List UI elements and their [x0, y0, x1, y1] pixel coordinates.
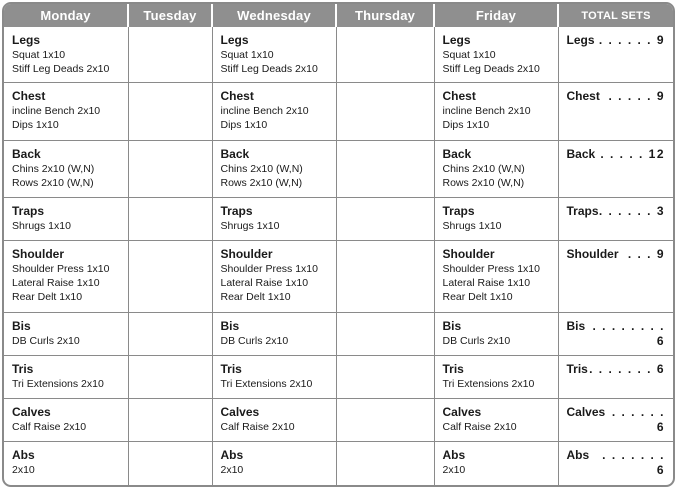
monday-cell	[4, 355, 128, 398]
exercise-item: Rear Delt 1x10	[442, 291, 513, 304]
exercise-item: incline Bench 2x10	[12, 105, 101, 118]
exercise-item: Shrugs 1x10	[12, 220, 71, 233]
exercise-item: Squat 1x10	[220, 49, 274, 61]
wednesday-cell	[212, 241, 336, 313]
header-tuesday: Tuesday	[128, 4, 212, 27]
total-label: Tris	[566, 361, 588, 376]
muscle-group-label: Legs	[220, 33, 249, 47]
exercise-item: Dips 1x10	[220, 119, 268, 132]
friday-cell	[434, 441, 558, 485]
header-wednesday: Wednesday	[212, 4, 336, 27]
exercise-item: Rows 2x10 (W,N)	[12, 176, 94, 189]
monday-cell	[4, 27, 128, 83]
muscle-group-label: Back	[12, 146, 41, 161]
friday-cell	[434, 83, 558, 140]
exercise-item: Calf Raise 2x10	[12, 420, 87, 433]
total-label: Traps	[566, 204, 599, 219]
thursday-cell	[336, 140, 434, 197]
exercise-item: Shrugs 1x10	[442, 220, 502, 233]
tuesday-cell	[128, 398, 212, 441]
exercise-item: Lateral Raise 1x10	[442, 277, 531, 290]
friday-cell	[434, 398, 558, 441]
exercise-item: Lateral Raise 1x10	[12, 277, 100, 290]
exercise-item: Chins 2x10 (W,N)	[12, 162, 95, 175]
muscle-group-label: Calves	[442, 404, 482, 419]
muscle-group-label: Tris	[442, 361, 464, 376]
exercise-item: Dips 1x10	[442, 119, 490, 132]
monday-cell	[4, 198, 128, 241]
table-row	[4, 355, 673, 398]
muscle-group-label: Traps	[12, 204, 45, 219]
muscle-group-label: Shoulder	[220, 247, 273, 262]
exercise-item: Rows 2x10 (W,N)	[220, 176, 303, 189]
exercise-item: Chins 2x10 (W,N)	[220, 162, 303, 175]
total-label: Back	[566, 146, 596, 161]
header-thursday: Thursday	[336, 4, 434, 27]
muscle-group-label: Traps	[220, 204, 253, 219]
tuesday-cell	[128, 355, 212, 398]
tuesday-cell	[128, 198, 212, 241]
exercise-item: Tri Extensions 2x10	[220, 377, 313, 390]
friday-cell	[434, 241, 558, 313]
total-value: . . . . . 9	[608, 89, 665, 104]
muscle-group-label: Tris	[220, 361, 242, 376]
exercise-item: incline Bench 2x10	[220, 105, 309, 118]
friday-cell	[434, 312, 558, 355]
schedule-grid	[4, 4, 673, 485]
wednesday-cell	[212, 83, 336, 140]
thursday-cell	[336, 312, 434, 355]
wednesday-cell	[212, 27, 336, 83]
exercise-item: DB Curls 2x10	[12, 334, 80, 347]
muscle-group-label: Back	[442, 146, 472, 161]
total-value: . . . . . . 3	[598, 204, 665, 219]
muscle-group-label: Calves	[12, 404, 51, 419]
table-row	[4, 83, 673, 140]
exercise-item: Calf Raise 2x10	[220, 420, 295, 433]
muscle-group-label: Bis	[12, 318, 31, 333]
thursday-cell	[336, 198, 434, 241]
friday-cell	[434, 355, 558, 398]
monday-cell	[4, 241, 128, 313]
total-sets-cell	[558, 83, 673, 140]
total-label: Bis	[566, 318, 586, 333]
table-row	[4, 441, 673, 485]
thursday-cell	[336, 398, 434, 441]
exercise-item: Stiff Leg Deads 2x10	[12, 63, 110, 75]
wednesday-cell	[212, 355, 336, 398]
wednesday-cell	[212, 312, 336, 355]
friday-cell	[434, 198, 558, 241]
total-label: Chest	[566, 89, 600, 104]
muscle-group-label: Chest	[442, 89, 476, 104]
total-label: Abs	[566, 447, 590, 462]
total-sets-cell	[558, 198, 673, 241]
tuesday-cell	[128, 27, 212, 83]
total-label: Shoulder	[566, 247, 619, 262]
exercise-item: DB Curls 2x10	[220, 334, 289, 347]
thursday-cell	[336, 83, 434, 140]
total-sets-cell	[558, 140, 673, 197]
exercise-item: DB Curls 2x10	[442, 334, 511, 347]
tuesday-cell	[128, 83, 212, 140]
total-sets-cell	[558, 355, 673, 398]
monday-cell	[4, 441, 128, 485]
exercise-item: Shoulder Press 1x10	[220, 263, 318, 276]
muscle-group-label: Back	[220, 146, 250, 161]
exercise-item: incline Bench 2x10	[442, 105, 531, 118]
total-label: Legs	[566, 33, 595, 47]
exercise-item: Rear Delt 1x10	[220, 291, 291, 304]
header-row	[4, 4, 673, 27]
muscle-group-label: Calves	[220, 404, 260, 419]
table-row	[4, 140, 673, 197]
total-value: . . . . . . 6	[611, 404, 665, 434]
exercise-item: Tri Extensions 2x10	[12, 377, 104, 390]
exercise-item: Chins 2x10 (W,N)	[442, 162, 525, 175]
exercise-item: Lateral Raise 1x10	[220, 277, 309, 290]
exercise-item: Rear Delt 1x10	[12, 291, 83, 304]
muscle-group-label: Legs	[12, 33, 41, 47]
thursday-cell	[336, 355, 434, 398]
thursday-cell	[336, 27, 434, 83]
tuesday-cell	[128, 312, 212, 355]
total-sets-cell	[558, 441, 673, 485]
muscle-group-label: Legs	[442, 33, 471, 47]
exercise-item: 2x10	[442, 463, 466, 476]
muscle-group-label: Traps	[442, 204, 475, 219]
muscle-group-label: Abs	[220, 447, 244, 462]
exercise-item: Stiff Leg Deads 2x10	[220, 63, 318, 75]
total-sets-cell	[558, 398, 673, 441]
exercise-item: Shoulder Press 1x10	[442, 263, 540, 276]
tuesday-cell	[128, 140, 212, 197]
table-row	[4, 198, 673, 241]
exercise-item: Squat 1x10	[12, 49, 66, 61]
total-value: . . . . . 12	[600, 146, 665, 161]
total-value: . . . . . . . . 6	[592, 318, 665, 348]
table-row	[4, 27, 673, 83]
thursday-cell	[336, 241, 434, 313]
workout-schedule-table	[2, 2, 675, 487]
monday-cell	[4, 398, 128, 441]
total-sets-cell	[558, 27, 673, 83]
total-label: Calves	[566, 404, 606, 419]
thursday-cell	[336, 441, 434, 485]
tuesday-cell	[128, 241, 212, 313]
total-value: . . . 9	[627, 247, 665, 262]
wednesday-cell	[212, 398, 336, 441]
header-total-sets: TOTAL SETS	[558, 4, 673, 27]
table-row	[4, 398, 673, 441]
friday-cell	[434, 140, 558, 197]
table-row	[4, 312, 673, 355]
exercise-item: Tri Extensions 2x10	[442, 377, 535, 390]
muscle-group-label: Bis	[220, 318, 240, 333]
exercise-item: Shrugs 1x10	[220, 220, 280, 233]
exercise-item: Calf Raise 2x10	[442, 420, 517, 433]
table-row	[4, 241, 673, 313]
exercise-item: 2x10	[12, 463, 35, 476]
exercise-item: Rows 2x10 (W,N)	[442, 176, 525, 189]
exercise-item: Stiff Leg Deads 2x10	[442, 63, 540, 75]
wednesday-cell	[212, 140, 336, 197]
monday-cell	[4, 83, 128, 140]
header-monday: Monday	[4, 4, 128, 27]
monday-cell	[4, 140, 128, 197]
total-sets-cell	[558, 241, 673, 313]
muscle-group-label: Shoulder	[12, 247, 65, 262]
tuesday-cell	[128, 441, 212, 485]
total-value: . . . . . . . 6	[589, 361, 665, 376]
muscle-group-label: Chest	[12, 89, 46, 104]
muscle-group-label: Shoulder	[442, 247, 495, 262]
muscle-group-label: Bis	[442, 318, 462, 333]
exercise-item: 2x10	[220, 463, 244, 476]
total-value: . . . . . . . 6	[602, 447, 665, 477]
muscle-group-label: Abs	[442, 447, 466, 462]
muscle-group-label: Tris	[12, 361, 34, 376]
total-sets-cell	[558, 312, 673, 355]
wednesday-cell	[212, 198, 336, 241]
exercise-item: Dips 1x10	[12, 119, 59, 132]
header-friday: Friday	[434, 4, 558, 27]
exercise-item: Squat 1x10	[442, 49, 496, 61]
friday-cell	[434, 27, 558, 83]
wednesday-cell	[212, 441, 336, 485]
muscle-group-label: Abs	[12, 447, 35, 462]
monday-cell	[4, 312, 128, 355]
exercise-item: Shoulder Press 1x10	[12, 263, 110, 276]
muscle-group-label: Chest	[220, 89, 254, 104]
total-value: . . . . . . 9	[598, 33, 665, 47]
